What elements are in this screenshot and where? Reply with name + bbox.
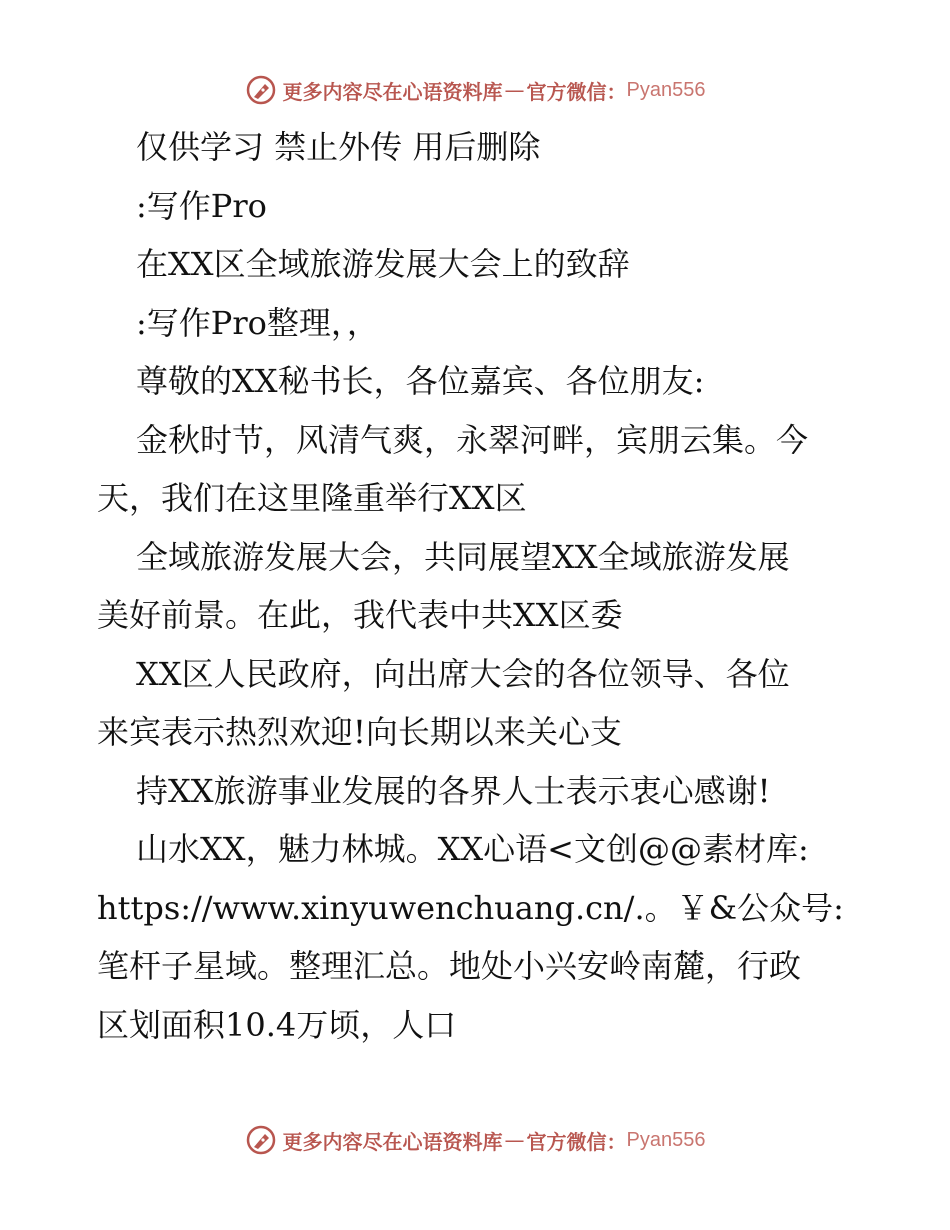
text-line: 山水XX，魅力林城。XX心语<文创@@素材库: [136,830,809,868]
footer-banner [0,1120,950,1160]
text-line: 持XX旅游事业发展的各界人士表示衷心感谢! [136,771,771,810]
document-body [97,118,857,1054]
text-line: 区划面积10.4万顷，人口 [97,1005,457,1044]
banner-id: Pyan556 [626,1128,706,1151]
text-line: XX区人民政府，向出席大会的各位领导、各位 [136,654,790,693]
text-line: 笔杆子星域。整理汇总。地处小兴安岭南麓，行政 [97,947,802,985]
text-line: 全域旅游发展大会，共同展望XX全域旅游发展 [136,537,790,576]
pen-nib-circle-icon [245,74,277,106]
text-line: 在XX区全域旅游发展大会上的致辞 [136,245,630,283]
text-line: 尊敬的XX秘书长，各位嘉宾、各位朋友: [136,362,705,400]
text-line: 金秋时节，风清气爽，永翠河畔，宾朋云集。今 [136,420,809,459]
banner-separator: — [504,1128,525,1152]
text-line: https://www.xinyuwenchuang.cn/.。￥&公众号: [97,888,844,927]
text-line: 美好前景。在此，我代表中共XX区委 [97,596,623,634]
text-line: 仅供学习 禁止外传 用后删除 [136,128,541,166]
banner-text: 更多内容尽在心语资料库 [282,79,503,104]
banner-text: 更多内容尽在心语资料库 [282,1129,503,1154]
text-line: :写作Pro [136,186,267,225]
pen-nib-circle-icon [245,1124,277,1156]
text-line: 天，我们在这里隆重举行XX区 [97,479,527,517]
banner-id: Pyan556 [626,78,706,101]
banner-label: 官方微信： [526,79,627,104]
text-line: :写作Pro整理，， [136,303,379,342]
header-banner [0,70,950,110]
text-line: 来宾表示热烈欢迎!向长期以来关心支 [97,713,622,751]
banner-label: 官方微信： [526,1129,627,1154]
banner-separator: — [504,78,525,102]
